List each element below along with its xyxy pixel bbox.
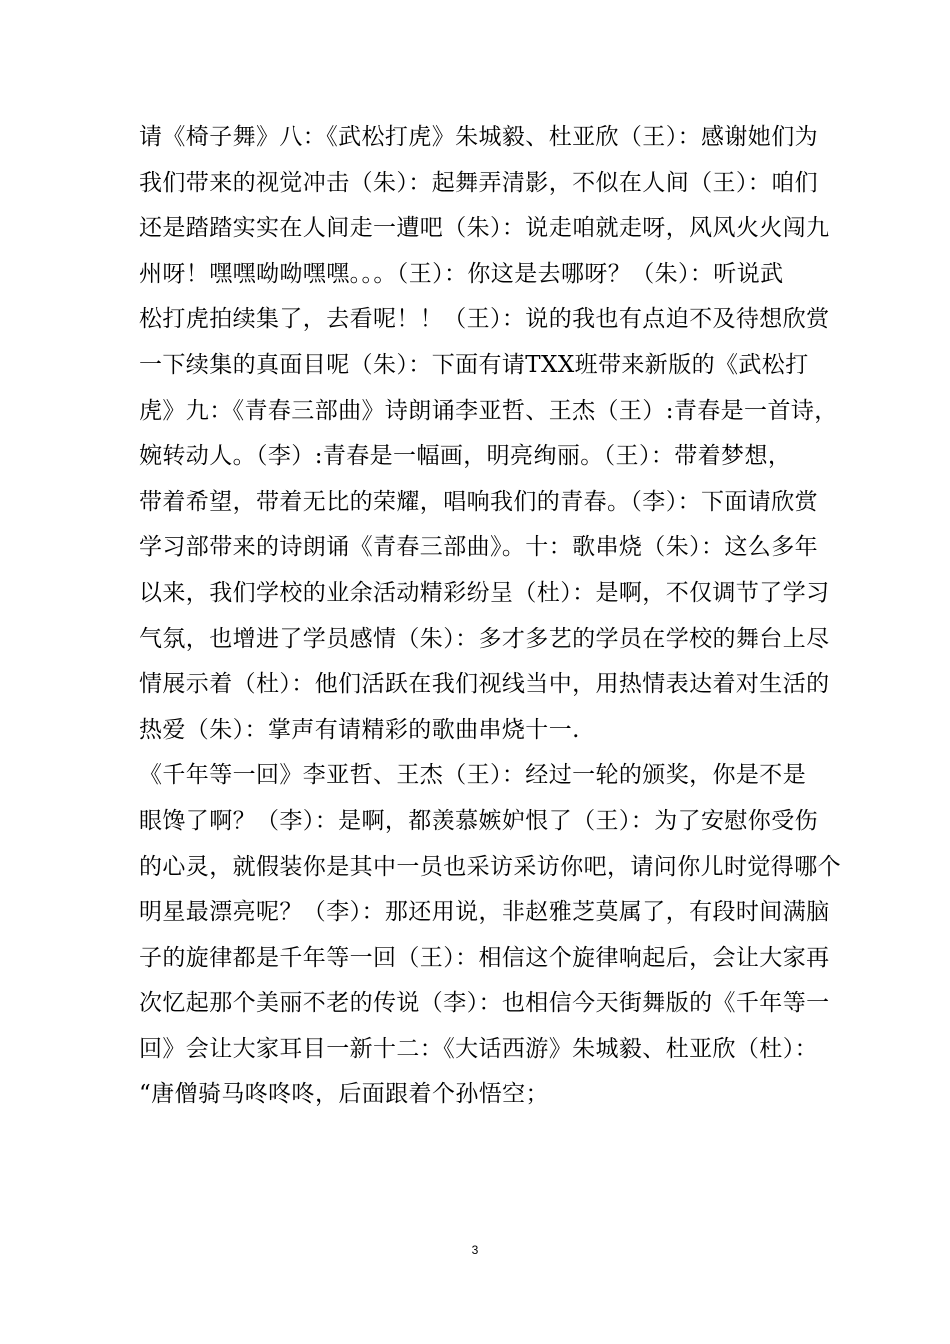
body-text: [139, 115, 841, 1118]
text-line: 眼馋了啊？（李）：是啊，都羡慕嫉妒恨了（王）：为了安慰你受伤: [139, 807, 818, 834]
text-line: 一下续集的真面目呢（朱）：下面有请TXX班带来新版的《武松打: [139, 351, 809, 378]
text-line: 以来，我们学校的业余活动精彩纷呈（杜）：是啊，不仅调节了学习: [139, 579, 830, 606]
text-line: 我们带来的视觉冲击（朱）：起舞弄清影，不似在人间（王）：咱们: [139, 169, 818, 196]
text-line: 回》会让大家耳目一新十二：《大话西游》朱城毅、杜亚欣（杜）：: [139, 1035, 818, 1062]
text-line: 婉转动人。（李）:青春是一幅画，明亮绚丽。（王）：带着梦想，: [139, 443, 792, 470]
text-line: 松打虎拍续集了，去看呢！！（王）：说的我也有点迫不及待想欣赏: [139, 306, 830, 333]
text-line: 虎》九：《青春三部曲》诗朗诵李亚哲、王杰（王）:青春是一首诗，: [139, 397, 838, 424]
text-line: 《千年等一回》李亚哲、王杰（王）：经过一轮的颁奖，你是不是: [139, 762, 807, 789]
text-line: 还是踏踏实实在人间走一遭吧（朱）：说走咱就走呀，风风火火闯九: [139, 215, 830, 242]
text-line: 气氛，也增进了学员感情（朱）：多才多艺的学员在学校的舞台上尽: [139, 625, 830, 652]
text-line: 明星最漂亮呢？（李）：那还用说，非赵雅芝莫属了，有段时间满脑: [139, 899, 830, 926]
text-line: 请《椅子舞》八：《武松打虎》朱城毅、杜亚欣（王）：感谢她们为: [139, 124, 818, 150]
text-line: 州呀！嘿嘿呦呦嘿嘿。。。（王）：你这是去哪呀？（朱）：听说武: [139, 260, 784, 287]
text-line: 热爱（朱）：掌声有请精彩的歌曲串烧十一.: [139, 716, 580, 743]
text-line: 带着希望，带着无比的荣耀，唱响我们的青春。（李）：下面请欣赏: [139, 488, 818, 515]
page-number: 3: [471, 1243, 479, 1257]
text-line: “唐僧骑马咚咚咚，后面跟着个孙悟空；: [139, 1081, 549, 1108]
text-line: 次忆起那个美丽不老的传说（李）：也相信今天街舞版的《千年等一: [139, 990, 830, 1017]
text-line: 子的旋律都是千年等一回（王）：相信这个旋律响起后，会让大家再: [139, 944, 830, 971]
text-line: 学习部带来的诗朗诵《青春三部曲》。十：歌串烧（朱）：这么多年: [139, 534, 818, 561]
text-line: 情展示着（杜）：他们活跃在我们视线当中，用热情表达着对生活的: [139, 671, 830, 698]
text-line: 的心灵，就假装你是其中一员也采访采访你吧，请问你儿时觉得哪个: [139, 853, 841, 880]
